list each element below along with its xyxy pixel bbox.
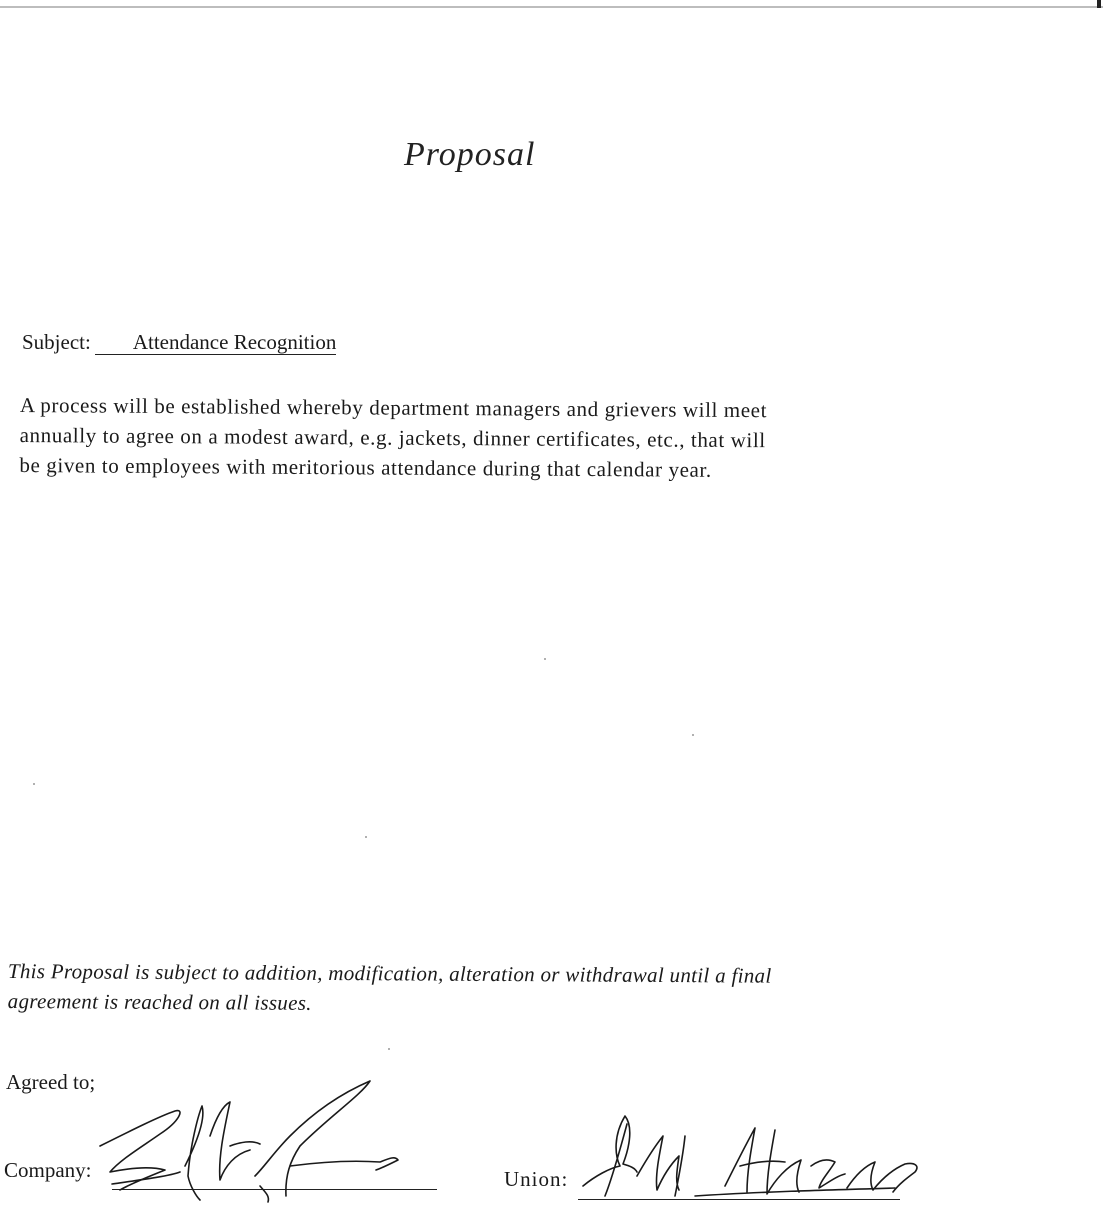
proposal-body xyxy=(19,390,920,486)
scan-speck xyxy=(692,734,694,736)
scan-speck xyxy=(388,1048,390,1050)
body-line: be given to employees with meritorious attendance during that calendar year. xyxy=(19,452,712,482)
subject-label: Subject: xyxy=(22,330,91,354)
body-line: A process will be established whereby department managers and grievers will meet xyxy=(19,392,768,423)
company-signature xyxy=(90,1076,410,1206)
union-label: Union: xyxy=(504,1167,569,1191)
scan-edge xyxy=(0,6,1103,8)
subject-value: Attendance Recognition xyxy=(95,330,337,355)
page-title: Proposal xyxy=(404,136,536,173)
scan-speck xyxy=(365,836,367,838)
disclaimer-line: This Proposal is subject to addition, modification, alteration or withdrawal until a final xyxy=(7,958,772,988)
agreed-label: Agreed to; xyxy=(6,1070,96,1094)
scan-mark xyxy=(1097,0,1101,8)
disclaimer xyxy=(8,956,918,1022)
company-label: Company: xyxy=(4,1158,92,1182)
subject-line xyxy=(22,330,336,355)
union-signature xyxy=(575,1106,925,1206)
scan-speck xyxy=(33,783,35,785)
disclaimer-line: agreement is reached on all issues. xyxy=(7,988,312,1015)
scan-speck xyxy=(544,658,546,660)
body-line: annually to agree on a modest award, e.g. jackets, dinner certificates, etc., that will xyxy=(19,422,766,453)
